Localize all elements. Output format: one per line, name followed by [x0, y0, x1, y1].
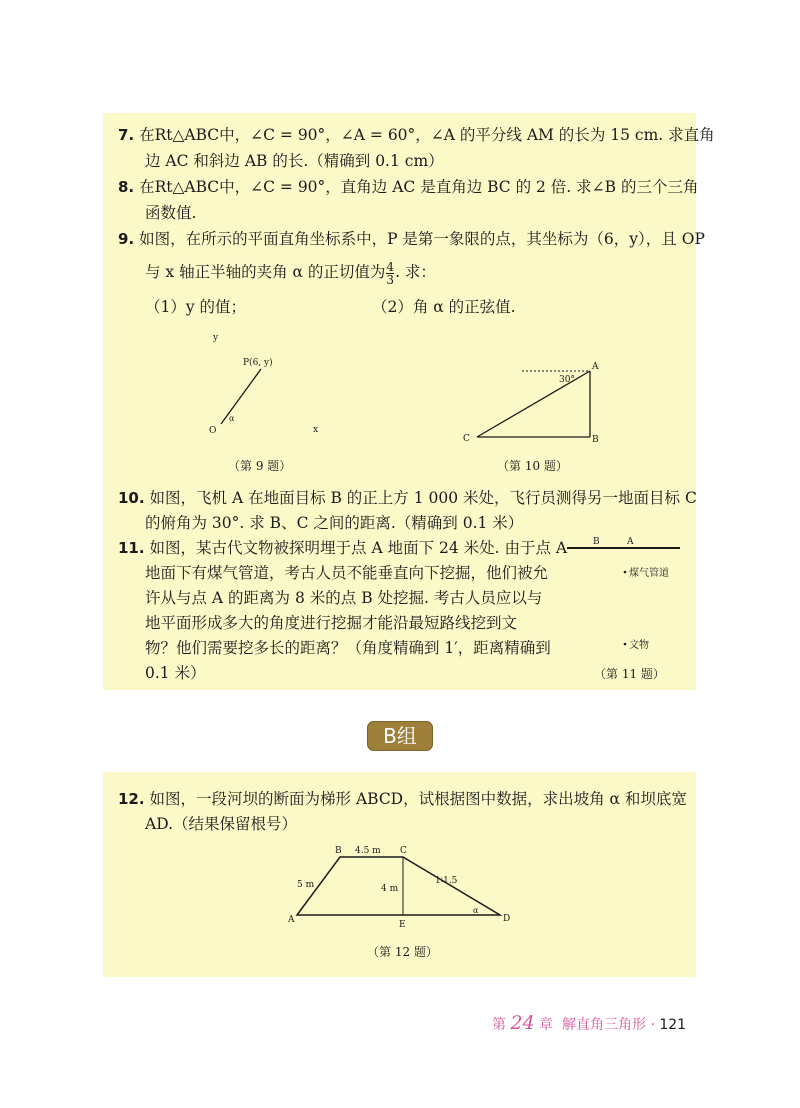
chapter-number: 24	[510, 1012, 535, 1034]
problem-8-line-1: 8. 在Rt△ABC中，∠C = 90°，直角边 AC 是直角边 BC 的 2 倍. 求∠B 的三个三角	[118, 178, 699, 196]
fig12-slope-ratio: 1∶1.5	[435, 876, 458, 886]
problem-12-line-1: 12. 如图，一段河坝的断面为梯形 ABCD，试根据图中数据，求出坡角 α 和坝底宽	[118, 790, 687, 808]
fraction-four-thirds: $\frac{4}{3}$	[386, 259, 395, 287]
fig9-p-label: P(6, y)	[243, 358, 273, 368]
figure-12-trapezoid-diagram	[285, 843, 525, 928]
fig9-segment-op	[221, 369, 261, 424]
fig11-a-label: A	[627, 537, 634, 547]
fig12-bc-length: 4.5 m	[355, 846, 381, 856]
fig9-y-label: y	[213, 333, 219, 343]
fig9-alpha-label: α	[229, 414, 235, 423]
fig10-angle-label: 30°	[559, 375, 575, 385]
problem-11-line-1: 11. 如图，某古代文物被探明埋于点 A 地面下 24 米处. 由于点 A	[118, 539, 568, 557]
problem-12-number: 12.	[118, 790, 145, 808]
fig10-a-label: A	[592, 362, 599, 372]
problem-11-line-6: 0.1 米）	[145, 664, 206, 682]
problem-11-number: 11.	[118, 539, 145, 557]
running-footer: 第 24 章 解直角三角形 · 121	[492, 1012, 687, 1034]
fig10-c-label: C	[463, 434, 470, 444]
problem-11-line-4: 地平面形成多大的角度进行挖掘才能沿最短路线挖到文	[145, 614, 518, 632]
fig12-b-label: B	[335, 846, 342, 856]
figure-10-caption: （第 10 题）	[497, 459, 568, 473]
fig9-o-label: O	[209, 426, 217, 436]
fig12-alpha-label: α	[473, 906, 479, 915]
figure-9-coordinate-diagram	[195, 325, 345, 440]
problem-8-number: 8.	[118, 178, 135, 196]
figure-11-caption: （第 11 题）	[594, 667, 665, 681]
problem-11-line-5: 物？他们需要挖多长的距离？（角度精确到 1′，距离精确到	[145, 639, 551, 657]
problem-9-sub-1: （1）y 的值；	[145, 298, 247, 316]
problem-10-line-1: 10. 如图，飞机 A 在地面目标 B 的正上方 1 000 米处，飞行员测得另一地面目标 C	[118, 489, 697, 507]
problem-11-line-3: 许从与点 A 的距离为 8 米的点 B 处挖掘. 考古人员应以与	[145, 589, 543, 607]
group-b-badge: B组	[367, 721, 433, 751]
fig12-c-label: C	[400, 846, 407, 856]
fig11-b-label: B	[593, 537, 600, 547]
fig11-relic-label: 文物	[629, 640, 649, 651]
fig11-pipe-dot	[624, 571, 627, 574]
fig12-ab-length: 5 m	[297, 880, 315, 890]
fig12-e-label: E	[399, 920, 406, 928]
problem-9-line-1: 9. 如图，在所示的平面直角坐标系中，P 是第一象限的点，其坐标为（6，y），且 OP	[118, 230, 705, 248]
fig12-a-label: A	[288, 915, 295, 925]
problem-9-line-2: 与 x 轴正半轴的夹角 α 的正切值为 $\frac{4}{3}$ . 求：	[145, 259, 436, 287]
fig9-x-label: x	[313, 425, 319, 435]
fig11-pipe-label: 煤气管道	[629, 568, 669, 579]
problem-10-number: 10.	[118, 489, 145, 507]
fig12-trapezoid-abcd	[297, 857, 500, 915]
figure-11-excavation-diagram	[565, 532, 685, 662]
problem-12-line-2: AD.（结果保留根号）	[145, 815, 297, 833]
problem-9-number: 9.	[118, 230, 135, 248]
problem-10-line-2: 的俯角为 30°. 求 B、C 之间的距离.（精确到 0.1 米）	[145, 514, 524, 532]
figure-9-caption: （第 9 题）	[228, 459, 292, 473]
problem-7-number: 7.	[118, 126, 135, 144]
problem-7-line-2: 边 AC 和斜边 AB 的长.（精确到 0.1 cm）	[145, 152, 444, 170]
fig11-relic-dot	[624, 643, 627, 646]
problem-11-line-2: 地面下有煤气管道，考古人员不能垂直向下挖掘，他们被允	[145, 564, 549, 582]
fig10-b-label: B	[592, 435, 599, 445]
page-number: 121	[659, 1017, 687, 1033]
figure-12-caption: （第 12 题）	[367, 945, 438, 959]
fig12-d-label: D	[503, 914, 511, 924]
fig12-ce-length: 4 m	[381, 884, 399, 894]
problem-9-sub-2: （2）角 α 的正弦值.	[372, 298, 516, 316]
chapter-title: 解直角三角形	[562, 1017, 646, 1033]
problem-8-line-2: 函数值.	[145, 204, 197, 222]
figure-10-triangle-diagram	[455, 355, 615, 450]
problem-7-line-1: 7. 在Rt△ABC中，∠C = 90°，∠A = 60°，∠A 的平分线 AM 的长为 15 cm. 求直角	[118, 126, 715, 144]
